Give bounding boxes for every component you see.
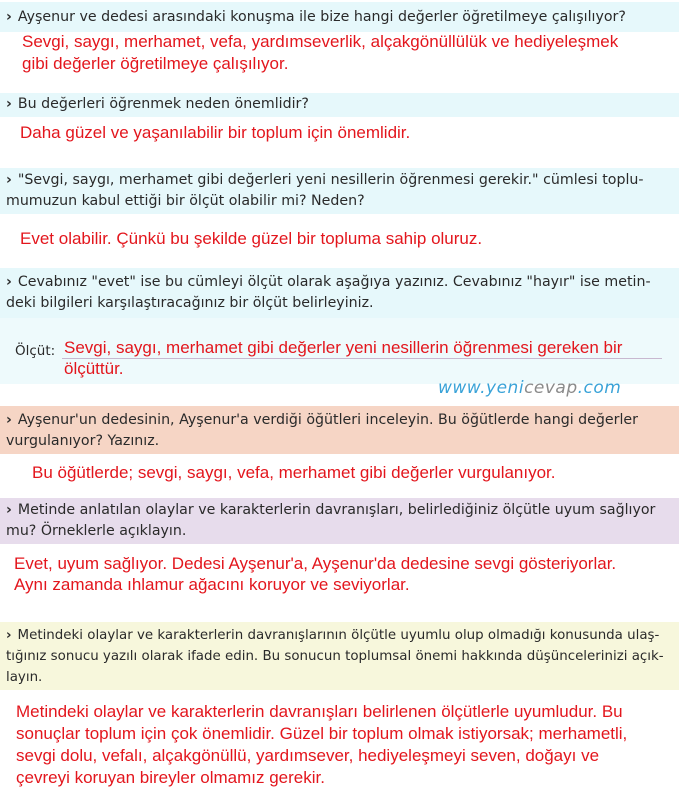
question-7-line-2: tığınız sonucu yazılı olarak ifade edin. Bu sonucun toplumsal önemi hakkında düşüncelerinizi açık-: [6, 649, 664, 664]
question-4-line-2: deki bilgileri karşılaştıracağınız bir ölçüt belirleyiniz.: [6, 295, 374, 311]
question-3-line-2: mumuzun kabul ettiği bir ölçüt olabilir mi? Neden?: [6, 193, 365, 209]
answer-7-line-4: çevreyi koruyan bireyler olmamız gerekir.: [16, 768, 325, 787]
question-7-line-1: [6, 625, 673, 646]
answer-2: Daha güzel ve yaşanılabilir bir toplum için önemlidir.: [20, 123, 411, 142]
answer-1-line-2: gibi değerler öğretilmeye çalışılıyor.: [22, 54, 289, 73]
question-6-text-1: Metinde anlatılan olaylar ve karakterlerin davranışları, belirlediğiniz ölçütle uyum sağlıyor: [17, 502, 656, 518]
bullet-icon: ›: [6, 172, 12, 188]
question-7-text-1: Metindeki olaylar ve karakterlerin davranışlarının ölçütle uyumlu olup olmadığı konusunda ulaş-: [17, 628, 660, 643]
question-7-line-3: layın.: [6, 670, 43, 685]
question-7: [0, 622, 679, 690]
question-3-line-1: [6, 170, 673, 191]
question-6-line-1: [6, 500, 673, 521]
answer-3: Evet olabilir. Çünkü bu şekilde güzel bir topluma sahip oluruz.: [20, 229, 483, 248]
olcut-underline: [62, 358, 662, 359]
answer-7-line-2: sonuçlar toplum için çok önemlidir. Güzel bir toplum olmak istiyorsak; merhametli,: [16, 724, 628, 743]
question-4: [0, 268, 679, 318]
answer-6-line-1: Evet, uyum sağlıyor. Dedesi Ayşenur'a, Ayşenur'da dedesine sevgi gösteriyorlar.: [14, 554, 617, 573]
bullet-icon: ›: [6, 96, 12, 112]
bullet-icon: ›: [6, 9, 12, 25]
watermark-www: www.: [438, 378, 487, 398]
question-2-text: Bu değerleri öğrenmek neden önemlidir?: [17, 96, 309, 112]
question-2: [0, 93, 679, 117]
question-3: [0, 168, 679, 214]
question-4-text-1: Cevabınız "evet" ise bu cümleyi ölçüt olarak aşağıya yazınız. Cevabınız "hayır" ise metin-: [17, 274, 651, 290]
answer-4-line-2: ölçüttür.: [64, 359, 124, 378]
answer-5: Bu öğütlerde; sevgi, saygı, vefa, merhamet gibi değerler vurgulanıyor.: [32, 463, 556, 482]
bullet-icon: ›: [6, 628, 12, 643]
watermark-yeni: yeni: [486, 378, 525, 398]
answer-4-line-1: Sevgi, saygı, merhamet gibi değerler yeni nesillerin öğrenmesi gereken bir: [64, 338, 623, 357]
answer-7-line-3: sevgi dolu, vefalı, alçakgönüllü, yardımsever, hediyeleşmeyi seven, doğayı ve: [16, 746, 600, 765]
question-5: [0, 406, 679, 454]
question-6-line-2: mu? Örneklerle açıklayın.: [6, 523, 187, 539]
question-5-line-1: [6, 410, 673, 431]
bullet-icon: ›: [6, 412, 12, 428]
question-4-line-1: [6, 272, 673, 293]
question-6: [0, 498, 679, 544]
question-3-text-1: "Sevgi, saygı, merhamet gibi değerleri yeni nesillerin öğrenmesi gerekir." cümlesi toplu-: [17, 172, 644, 188]
answer-7-line-1: Metindeki olaylar ve karakterlerin davranışları belirlenen ölçütlerle uyumludur. Bu: [16, 702, 623, 721]
question-1: [0, 2, 679, 32]
answer-1-line-1: Sevgi, saygı, merhamet, vefa, yardımseverlik, alçakgönüllülük ve hediyeleşmek: [22, 32, 619, 51]
question-5-line-2: vurgulanıyor? Yazınız.: [6, 433, 160, 449]
bullet-icon: ›: [6, 274, 12, 290]
watermark-com: .com: [577, 378, 622, 398]
olcut-label: Ölçüt:: [15, 343, 56, 359]
question-5-text-1: Ayşenur'un dedesinin, Ayşenur'a verdiği öğütleri inceleyin. Bu öğütlerde hangi değerler: [17, 412, 638, 428]
bullet-icon: ›: [6, 502, 12, 518]
question-1-text: Ayşenur ve dedesi arasındaki konuşma ile bize hangi değerler öğretilmeye çalışılıyor?: [17, 9, 626, 25]
watermark-cevap: cevap: [524, 378, 578, 398]
watermark: [438, 378, 621, 398]
answer-6-line-2: Aynı zamanda ıhlamur ağacını koruyor ve seviyorlar.: [14, 575, 410, 594]
